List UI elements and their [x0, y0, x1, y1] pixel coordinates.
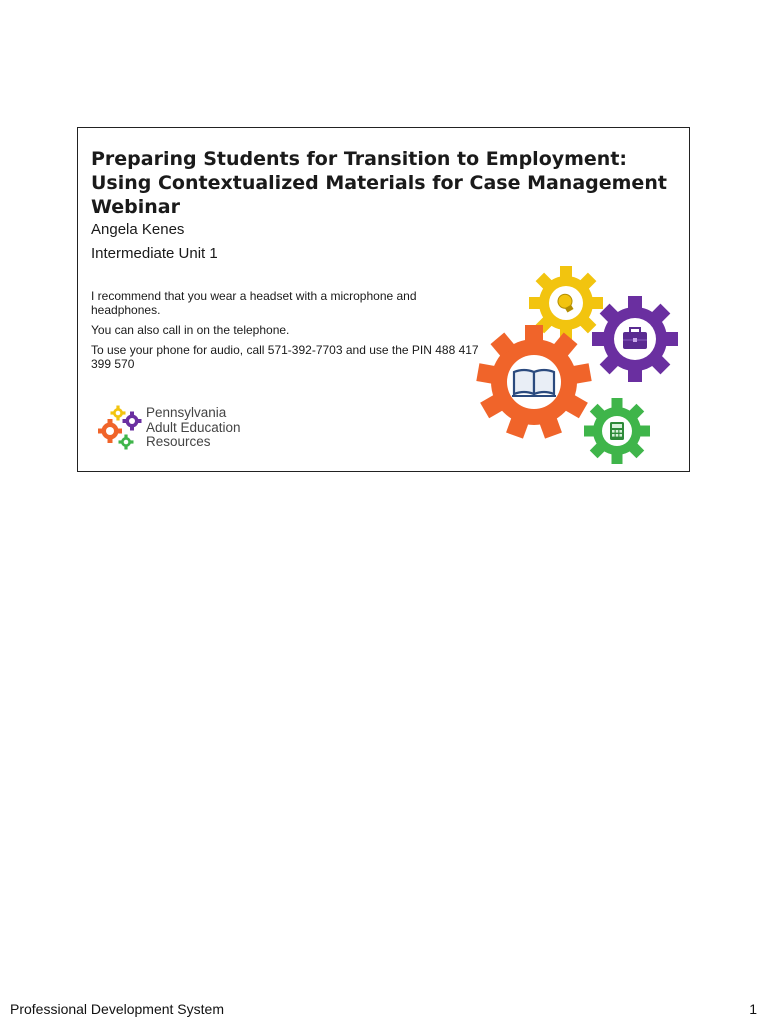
page-number: 1 — [749, 1001, 757, 1017]
slide-title — [91, 147, 671, 219]
note-headset: I recommend that you wear a headset with a microphone and headphones. — [91, 289, 417, 317]
logo-gears-icon — [98, 404, 144, 454]
title-line-1: Preparing Students for Transition to Employment: — [91, 148, 628, 170]
book-gear — [476, 325, 591, 439]
gears-illustration — [474, 266, 686, 466]
book-icon — [512, 370, 556, 396]
logo-line-2: Adult Education — [146, 419, 241, 435]
organization-name: Intermediate Unit 1 — [91, 245, 218, 262]
logo-text — [146, 406, 241, 450]
logo-line-1: Pennsylvania — [146, 405, 227, 420]
briefcase-gear — [592, 296, 678, 382]
slide-frame — [77, 127, 690, 472]
note-phone-pin: To use your phone for audio, call 571-392-7703 and use the PIN 488 417 399 570 — [91, 343, 479, 371]
presenter-name: Angela Kenes — [91, 221, 185, 238]
note-telephone: You can also call in on the telephone. — [91, 323, 290, 337]
title-line-3: Webinar — [91, 196, 180, 218]
calculator-icon — [610, 422, 624, 440]
logo-line-3: Resources — [146, 434, 211, 449]
pa-adult-education-logo — [98, 404, 258, 456]
calculator-gear — [584, 398, 650, 464]
title-line-2: Using Contextualized Materials for Case Management — [91, 172, 667, 194]
footer-title: Professional Development System — [10, 1001, 224, 1017]
audio-instructions — [91, 289, 481, 377]
